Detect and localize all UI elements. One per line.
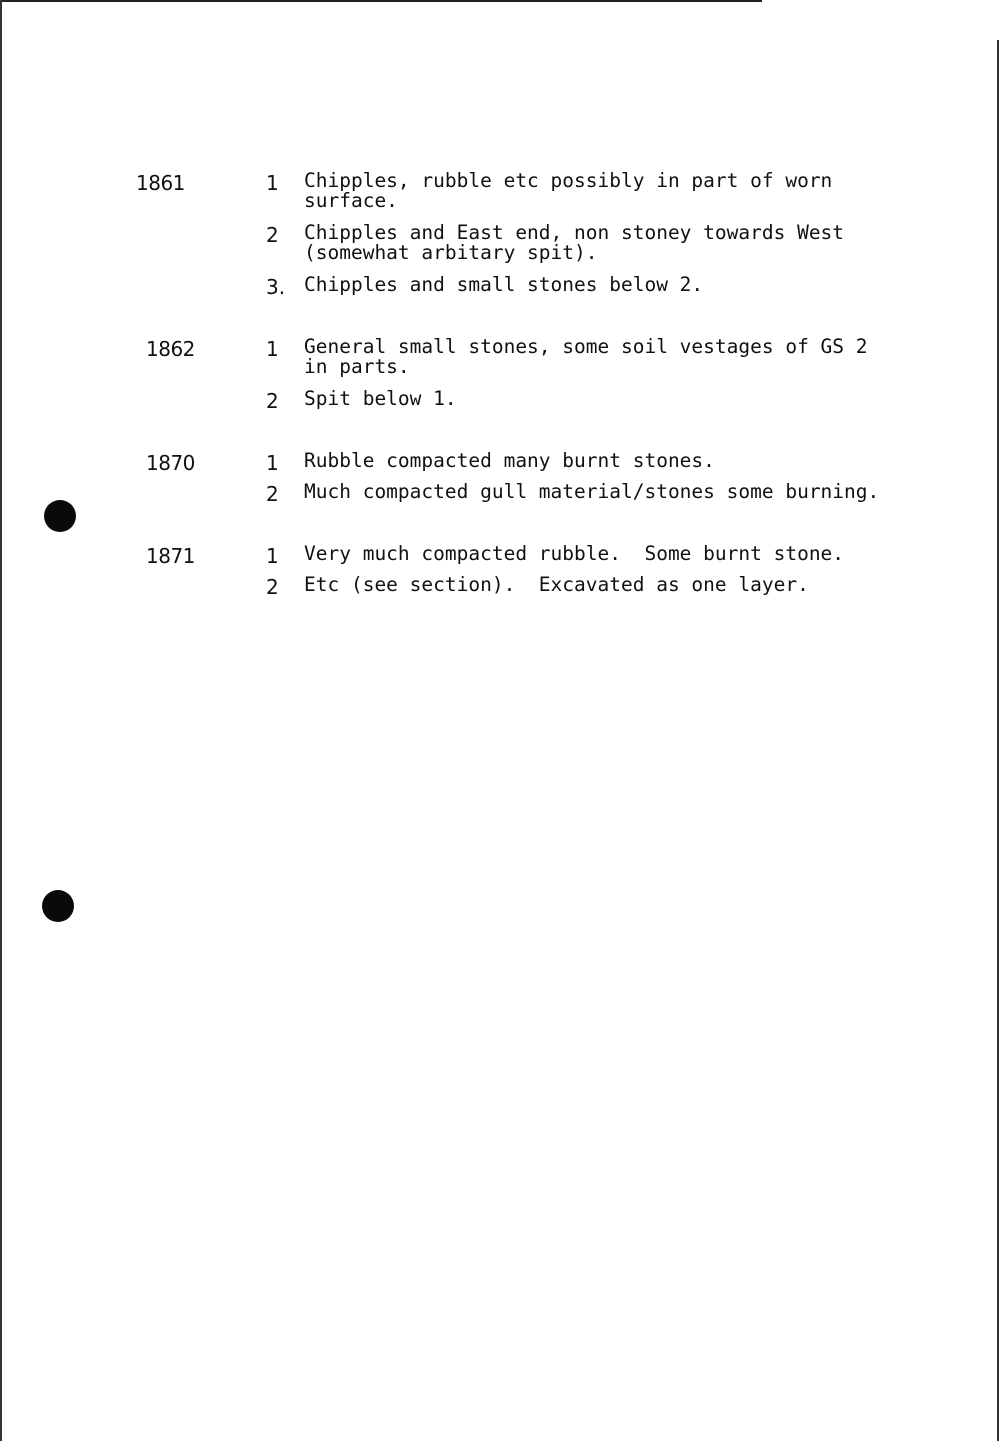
context-number: 1870 — [146, 451, 195, 475]
context-number: 1862 — [146, 337, 195, 361]
layer-number: 3. — [266, 275, 286, 299]
layer-description: Chipples and East end, non stoney towards West (somewhat arbitary spit). — [304, 221, 845, 264]
layer-description: Etc (see section). Excavated as one layer. — [304, 573, 809, 596]
layer-description: Spit below 1. — [304, 387, 457, 410]
layer-description: Much compacted gull material/stones some burning. — [304, 480, 880, 503]
page-top-edge — [0, 0, 762, 2]
layer-description: Chipples and small stones below 2. — [304, 273, 704, 296]
punch-hole — [42, 890, 74, 922]
layer-number: 1 — [266, 451, 279, 475]
layer-number: 2 — [266, 389, 279, 413]
layer-number: 2 — [266, 482, 279, 506]
layer-description: Very much compacted rubble. Some burnt stone. — [304, 542, 845, 565]
layer-description: General small stones, some soil vestages of GS 2 in parts. — [304, 335, 868, 378]
layer-description: Rubble compacted many burnt stones. — [304, 449, 715, 472]
layer-description: Chipples, rubble etc possibly in part of worn surface. — [304, 169, 833, 212]
layer-number: 2 — [266, 575, 279, 599]
page-right-edge — [997, 40, 999, 1441]
layer-number: 1 — [266, 171, 279, 195]
page-left-edge — [0, 0, 2, 1441]
layer-number: 1 — [266, 544, 279, 568]
punch-hole — [44, 500, 76, 532]
layer-number: 1 — [266, 337, 279, 361]
context-number: 1861 — [136, 171, 185, 195]
context-number: 1871 — [146, 544, 195, 568]
layer-number: 2 — [266, 223, 279, 247]
